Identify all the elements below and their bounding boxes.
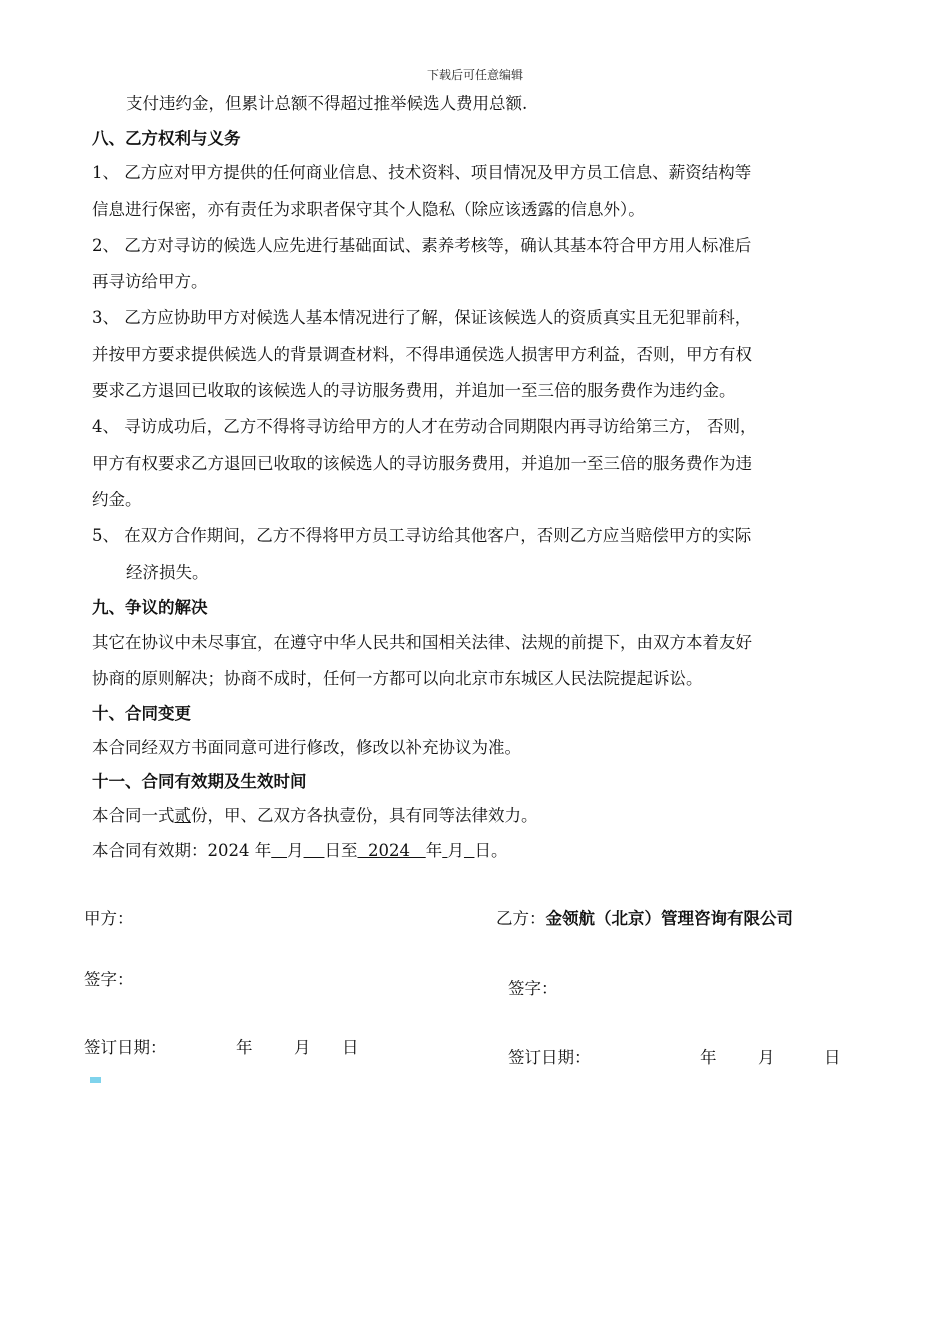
party-b-date-day: 日	[824, 1048, 841, 1067]
section8-item2-line1: 2、 乙方对寻访的候选人应先进行基础面试、素养考核等，确认其基本符合甲方用人标准后	[92, 236, 752, 255]
party-a-date-label: 签订日期：	[84, 1038, 167, 1057]
party-a-sign-label: 签字：	[84, 970, 134, 989]
section8-item1-line2: 信息进行保密，亦有责任为求职者保守其个人隐私（除应该透露的信息外）。	[92, 200, 645, 219]
section10-title: 十、合同变更	[92, 704, 191, 723]
section8-item5-line2: 经济损失。	[126, 563, 209, 582]
party-a-date-month: 月	[294, 1038, 311, 1057]
validity-blank-month	[271, 841, 287, 860]
validity-year-label: 年	[425, 841, 443, 860]
section11-copies-line	[92, 802, 538, 826]
section8-item4-line1: 4、 寻访成功后，乙方不得将寻访给甲方的人才在劳动合同期限内再寻访给第三方， 否则，	[92, 417, 757, 436]
section9-title: 九、争议的解决	[92, 598, 208, 617]
party-b-sign-label: 签字：	[508, 979, 558, 998]
validity-blank-day2	[464, 841, 475, 860]
party-a-date-day: 日	[342, 1038, 359, 1057]
party-a-label: 甲方：	[84, 909, 134, 928]
intro-line: 支付违约金，但累计总额不得超过推举候选人费用总额.	[126, 94, 528, 113]
validity-blank-day	[304, 841, 325, 860]
section8-item1-line1: 1、 乙方应对甲方提供的任何商业信息、技术资料、项目情况及甲方员工信息、薪资结构等	[92, 163, 752, 182]
copies-suffix: 份，甲、乙双方各执壹份，具有同等法律效力。	[191, 806, 538, 825]
section8-item2-line2: 再寻访给甲方。	[92, 272, 208, 291]
validity-year2: 2024	[357, 841, 426, 860]
party-b-date-year: 年	[700, 1048, 717, 1067]
validity-end: 日。	[474, 841, 508, 860]
cursor-marker	[90, 1077, 101, 1083]
section8-item3-line1: 3、 乙方应协助甲方对候选人基本情况进行了解，保证该候选人的资质真实且无犯罪前科，	[92, 308, 752, 327]
header-note: 下载后可任意编辑	[426, 68, 523, 82]
section11-title: 十一、合同有效期及生效时间	[92, 772, 307, 791]
validity-day-to: 日至	[324, 841, 358, 860]
section8-item3-line2: 并按甲方要求提供候选人的背景调查材料，不得串通侯选人损害甲方利益，否则，甲方有权	[92, 345, 752, 364]
party-b-line	[496, 905, 793, 929]
section8-item4-line2: 甲方有权要求乙方退回已收取的该候选人的寻访服务费用，并追加一至三倍的服务费作为违	[92, 454, 752, 473]
validity-prefix: 本合同有效期：2024 年	[92, 841, 272, 860]
section8-item3-line3: 要求乙方退回已收取的该候选人的寻访服务费用，并追加一至三倍的服务费作为违约金。	[92, 381, 736, 400]
copies-number: 贰	[174, 806, 191, 825]
section9-line1: 其它在协议中未尽事宜，在遵守中华人民共和国相关法律、法规的前提下，由双方本着友好	[92, 633, 752, 652]
section9-line2: 协商的原则解决；协商不成时，任何一方都可以向北京市东城区人民法院提起诉讼。	[92, 669, 703, 688]
copies-prefix: 本合同一式	[92, 806, 175, 825]
party-b-label: 乙方：	[496, 909, 546, 928]
section10-line: 本合同经双方书面同意可进行修改，修改以补充协议为准。	[92, 738, 521, 757]
validity-month: 月	[287, 841, 304, 860]
section8-title: 八、乙方权利与义务	[92, 129, 241, 148]
section8-item4-line3: 约金。	[92, 490, 142, 509]
section11-validity-line	[92, 837, 507, 861]
party-b-date-label: 签订日期：	[508, 1048, 591, 1067]
section8-item5-line1: 5、 在双方合作期间，乙方不得将甲方员工寻访给其他客户，否则乙方应当赔偿甲方的实际	[92, 526, 752, 545]
party-a-date-year: 年	[236, 1038, 253, 1057]
party-b-name: 金领航（北京）管理咨询有限公司	[545, 909, 793, 928]
party-b-date-month: 月	[758, 1048, 775, 1067]
validity-month2: 月	[447, 841, 464, 860]
